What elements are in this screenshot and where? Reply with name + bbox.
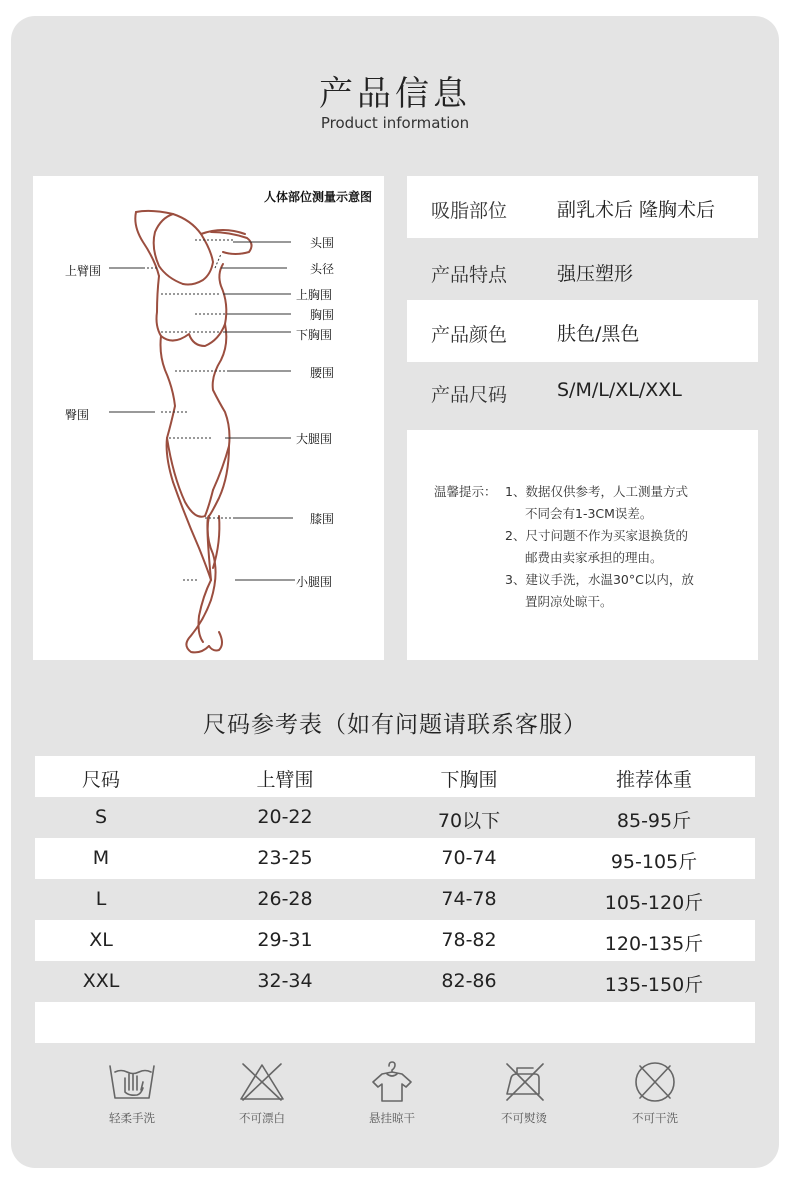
table-cell: XXL	[82, 970, 120, 992]
note-line: 2、尺寸问题不作为买家退换货的	[505, 528, 688, 543]
table-cell: XL	[89, 929, 113, 951]
care-label: 不可漂白	[239, 1111, 285, 1125]
table-cell: 70-74	[441, 847, 497, 869]
care-label: 不可干洗	[632, 1111, 678, 1125]
note-line: 邮费由卖家承担的理由。	[525, 550, 663, 565]
hang-dry-icon	[367, 1060, 417, 1104]
notes-prefix: 温馨提示：	[434, 484, 497, 499]
table-cell: 32-34	[257, 970, 313, 992]
measurement-diagram	[33, 176, 384, 660]
no-iron-icon	[499, 1060, 549, 1104]
table-row	[35, 838, 755, 879]
hand-wash-icon	[107, 1060, 157, 1104]
table-cell: 105-120斤	[604, 892, 704, 914]
table-cell: 120-135斤	[604, 933, 704, 955]
diagram-title: 人体部位测量示意图	[263, 190, 372, 204]
label-waist: 腰围	[310, 366, 335, 380]
care-item-no-dry-clean	[595, 1060, 715, 1126]
table-cell: 95-105斤	[610, 851, 698, 873]
care-item-hand-wash	[72, 1060, 192, 1126]
table-cell: 74-78	[441, 888, 497, 910]
note-line: 3、建议手洗，水温30°C以内，放	[505, 572, 694, 587]
table-cell: M	[92, 847, 110, 869]
info-key: 吸脂部位	[431, 200, 508, 222]
info-row-size	[407, 360, 758, 422]
info-key: 产品颜色	[431, 324, 508, 346]
care-label: 悬挂晾干	[369, 1111, 415, 1125]
care-label: 轻柔手洗	[109, 1111, 155, 1125]
care-item-no-iron	[464, 1060, 584, 1126]
care-item-no-bleach	[202, 1060, 322, 1126]
table-cell: 20-22	[257, 806, 313, 828]
info-value: 肤色/黑色	[557, 323, 640, 345]
info-row-features	[407, 240, 758, 302]
info-row-color	[407, 300, 758, 362]
info-key: 产品特点	[431, 264, 508, 286]
label-calf: 小腿围	[296, 575, 333, 589]
no-dry-clean-icon	[630, 1060, 680, 1104]
label-head-circumference: 头围	[310, 236, 335, 250]
label-hip: 臀围	[65, 408, 90, 422]
note-line: 置阴凉处晾干。	[525, 594, 613, 609]
label-chest: 胸围	[310, 308, 335, 322]
care-item-hang-dry	[332, 1060, 452, 1126]
note-line: 不同会有1-3CM误差。	[525, 506, 653, 521]
reminder-notes	[407, 430, 758, 660]
table-row	[35, 961, 755, 1002]
table-row	[35, 797, 755, 838]
table-row	[35, 879, 755, 920]
table-cell: 85-95斤	[616, 810, 692, 832]
info-key: 产品尺码	[431, 384, 508, 406]
info-value: S/M/L/XL/XXL	[557, 379, 682, 401]
table-empty-row	[35, 1002, 755, 1043]
page-subtitle: Product information	[320, 114, 470, 132]
table-cell: S	[94, 806, 108, 828]
table-cell: L	[95, 888, 107, 910]
table-cell: 26-28	[257, 888, 313, 910]
table-cell: 82-86	[441, 970, 497, 992]
info-value: 强压塑形	[557, 263, 634, 285]
table-header-row	[35, 756, 755, 797]
label-upper-arm: 上臂围	[65, 264, 102, 278]
note-line: 1、数据仅供参考，人工测量方式	[505, 484, 688, 499]
column-header: 尺码	[81, 769, 120, 791]
table-cell: 23-25	[257, 847, 313, 869]
label-head-diameter: 头径	[310, 262, 335, 276]
info-row-liposuction-area	[407, 176, 758, 238]
care-label: 不可熨烫	[501, 1111, 547, 1125]
table-cell: 29-31	[257, 929, 313, 951]
table-cell: 78-82	[441, 929, 497, 951]
size-table-title: 尺码参考表（如有问题请联系客服）	[203, 712, 587, 738]
label-knee: 膝围	[310, 512, 335, 526]
label-upper-chest: 上胸围	[296, 288, 333, 302]
label-under-chest: 下胸围	[296, 328, 333, 342]
column-header: 下胸围	[440, 769, 498, 791]
column-header: 推荐体重	[615, 769, 692, 791]
table-cell: 70以下	[437, 810, 501, 832]
column-header: 上臂围	[256, 769, 314, 791]
no-bleach-icon	[237, 1060, 287, 1104]
table-row	[35, 920, 755, 961]
page-title: 产品信息	[319, 74, 471, 114]
table-cell: 135-150斤	[604, 974, 704, 996]
label-thigh: 大腿围	[296, 432, 333, 446]
info-value: 副乳术后 隆胸术后	[557, 199, 716, 221]
